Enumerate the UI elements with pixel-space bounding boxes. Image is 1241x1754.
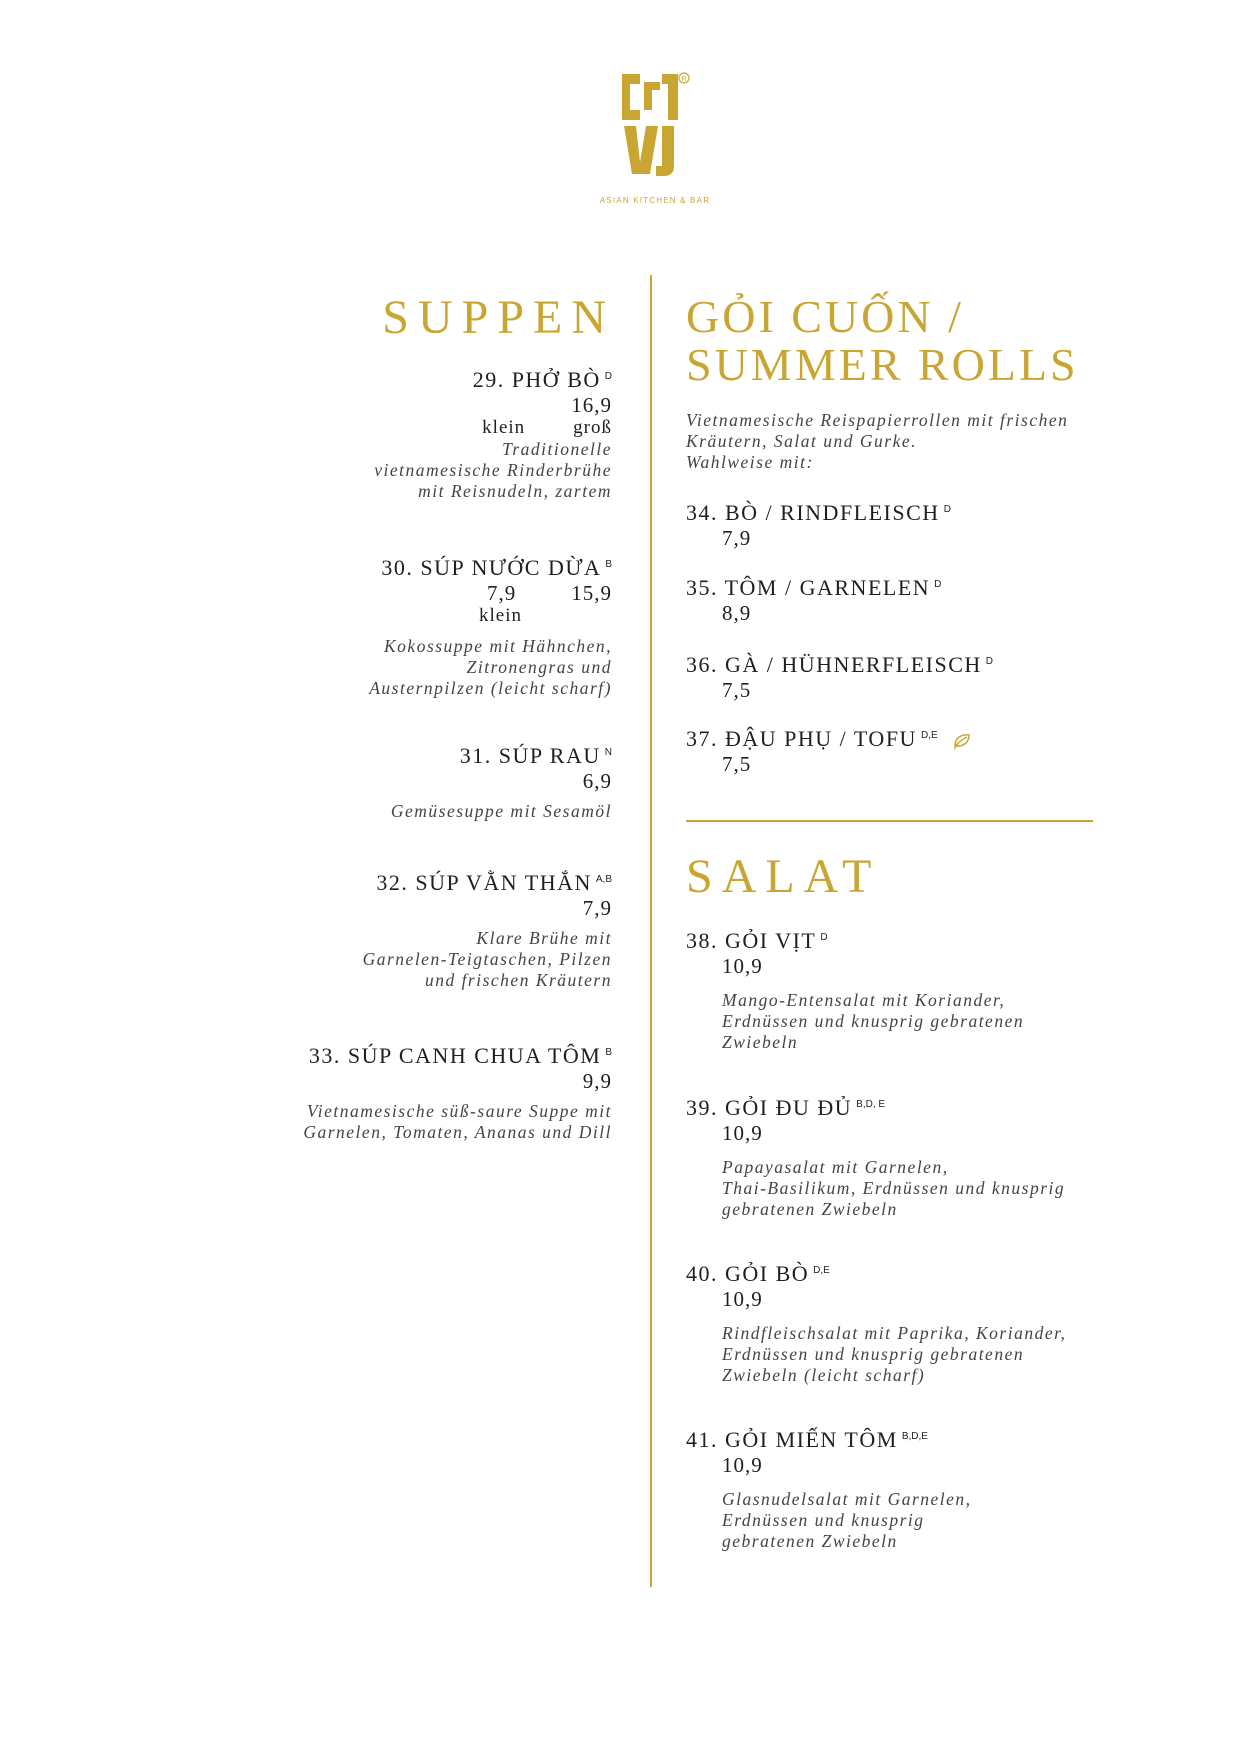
menu-item-32 [363,870,612,991]
brand-tagline: ASIAN KITCHEN & BAR [599,196,711,205]
item-size-label: klein [479,605,522,626]
item-price: 16,9 [571,393,612,417]
svg-text:R: R [681,76,687,83]
menu-item-36 [686,652,993,702]
item-title: 35. TÔM / GARNELEN $^D$ [686,575,942,600]
menu-item-39 [686,1095,1065,1220]
menu-item-41 [686,1427,972,1552]
menu-item-29 [374,367,612,502]
item-title: 38. GỎI VỊT $^D$ [686,928,828,953]
item-description: Klare Brühe mit Garnelen-Teigtaschen, Pilzen und frischen Kräutern [362,928,612,990]
item-price: 9,9 [582,1069,612,1093]
menu-item-31 [391,743,612,822]
item-title: 30. SÚP NƯỚC DỪA $^B$ [381,555,612,580]
item-size-labels: klein groß [482,417,612,438]
item-title: 34. BÒ / RINDFLEISCH $^D$ [686,500,951,525]
section-heading-suppen: SUPPEN [382,291,615,344]
item-title: 39. GỎI ĐU ĐỦ $^{B,D, E}$ [686,1095,886,1120]
item-title: 29. PHỞ BÒ $^D$ [472,367,612,392]
menu-item-35 [686,575,941,625]
item-price: 10,9 [722,1453,763,1477]
item-title: 41. GỎI MIẾN TÔM $^{B,D,E}$ [686,1427,928,1452]
menu-item-37 [686,726,972,776]
item-price: 10,9 [722,954,763,978]
item-description: Gemüsesuppe mit Sesamöl [390,801,612,821]
item-description: Kokossuppe mit Hähnchen, Zitronengras und Austernpilzen (leicht scharf) [369,636,612,698]
menu-item-38 [686,928,1024,1053]
item-price: 10,9 [722,1287,763,1311]
item-price: 7,9 15,9 [487,581,612,605]
menu-item-40 [686,1261,1066,1386]
section-separator [686,820,1093,822]
menu-item-33 [303,1043,612,1143]
item-price: 10,9 [722,1121,763,1145]
item-price: 7,9 [722,526,752,550]
item-description: Mango-Entensalat mit Koriander, Erdnüssen und knusprig gebratenen Zwiebeln [722,990,1025,1052]
item-price: 7,5 [722,678,752,702]
item-title: 32. SÚP VẰN THẮN $^{A,B}$ [376,870,612,895]
item-price: 7,9 [582,896,612,920]
item-description: Traditionelle vietnamesische Rinderbrühe mit Reisnudeln, zartem [374,439,612,501]
item-title: 37. ĐẬU PHỤ / TOFU $^{D,E}$ [686,726,972,752]
goi-cuon-intro: Vietnamesische Reispapierrollen mit frischen Kräutern, Salat und Gurke. Wahlweise mit: [686,410,1069,472]
item-title: 40. GỎI BÒ $^{D,E}$ [686,1261,830,1286]
item-title: 33. SÚP CANH CHUA TÔM $^B$ [308,1043,612,1068]
brand-logo-icon [620,70,690,180]
item-description: Rindfleischsalat mit Paprika, Koriander, Erdnüssen und knusprig gebratenen Zwiebeln (leicht scharf) [722,1323,1067,1385]
item-price: 7,5 [722,752,752,776]
item-title: 36. GÀ / HÜHNERFLEISCH $^D$ [686,652,994,677]
section-heading-goi-cuon: GỎI CUỐN / SUMMER ROLLS [686,291,1079,391]
item-price: 6,9 [582,769,612,793]
item-description: Vietnamesische süß-saure Suppe mit Garnelen, Tomaten, Ananas und Dill [303,1101,612,1142]
column-divider [650,275,652,1587]
item-description: Papayasalat mit Garnelen, Thai-Basilikum, Erdnüssen und knusprig gebratenen Zwiebeln [722,1157,1066,1219]
section-heading-salat: SALAT [686,850,881,903]
menu-item-34 [686,500,951,550]
vegan-leaf-icon [952,731,972,751]
menu-item-30 [369,555,612,699]
item-price: 8,9 [722,601,752,625]
item-title: 31. SÚP RAU $^N$ [459,743,612,768]
item-description: Glasnudelsalat mit Garnelen, Erdnüssen und knusprig gebratenen Zwiebeln [722,1489,972,1551]
